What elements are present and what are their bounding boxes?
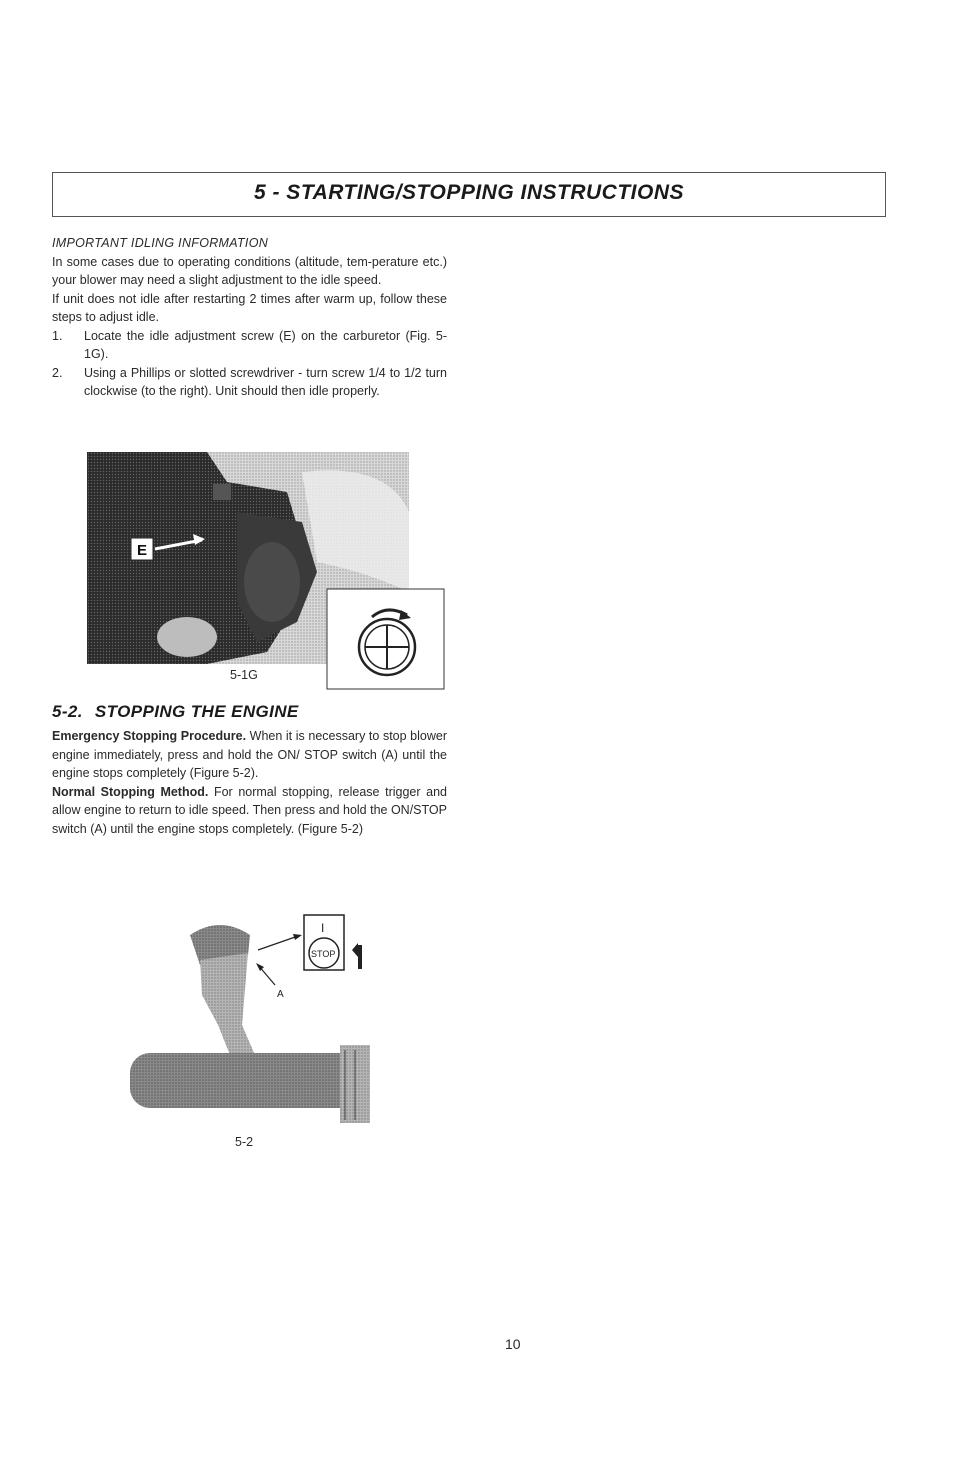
idling-steps [52, 327, 447, 401]
stop-switch-illustration [130, 905, 380, 1135]
switch-on-symbol: I [321, 921, 325, 935]
step-text: Using a Phillips or slotted screwdriver - turn screw 1/4 to 1/2 turn clockwise (to the right). Unit should then idle properly. [84, 365, 447, 398]
emergency-text: When it is necessary to stop blower engine immediately, press and hold the ON/ STOP switch (A) until the engine stops completely (Figure 5-2). [52, 729, 447, 780]
step-number: 1. [52, 328, 63, 343]
switch-stop-label: STOP [311, 949, 336, 959]
idling-paragraph-2: If unit does not idle after restarting 2 times after warm up, follow these steps to adjust idle. [52, 291, 447, 324]
carburetor-photo-illustration [87, 452, 445, 690]
section-header-box [52, 172, 886, 217]
stopping-section [52, 727, 447, 838]
figure-stop-switch [130, 905, 380, 1149]
stopping-heading [52, 702, 299, 722]
emergency-lead: Emergency Stopping Procedure. [52, 729, 247, 743]
callout-a-label: A [277, 989, 284, 1000]
step-text: Locate the idle adjustment screw (E) on the carburetor (Fig. 5-1G). [84, 328, 447, 361]
callout-e-label: E [137, 542, 148, 559]
normal-text: For normal stopping, release trigger and allow engine to return to idle speed. Then press and hold the ON/STOP switch (A) until the engine stops completely. (Figure 5-2) [52, 784, 448, 836]
normal-lead: Normal Stopping Method. [52, 784, 209, 799]
figure-carburetor [87, 452, 445, 690]
idling-paragraph-1: In some cases due to operating conditions (altitude, tem-perature etc.) your blower may need a slight adjustment to the idle speed. [52, 254, 447, 287]
normal-paragraph [52, 783, 447, 839]
page-number: 10 [505, 1336, 521, 1352]
list-item [52, 364, 447, 401]
list-item [52, 327, 447, 364]
idling-heading: IMPORTANT IDLING INFORMATION [52, 236, 269, 250]
idling-section [52, 234, 447, 401]
figure-label-5-1g: 5-1G [230, 668, 258, 682]
stopping-heading-title: STOPPING THE ENGINE [94, 702, 299, 721]
stopping-heading-number: 5-2. [52, 702, 83, 721]
figure-label-5-2: 5-2 [235, 1135, 254, 1149]
step-number: 2. [52, 365, 63, 380]
section-title: 5 - STARTING/STOPPING INSTRUCTIONS [253, 181, 685, 204]
emergency-paragraph [52, 727, 447, 783]
